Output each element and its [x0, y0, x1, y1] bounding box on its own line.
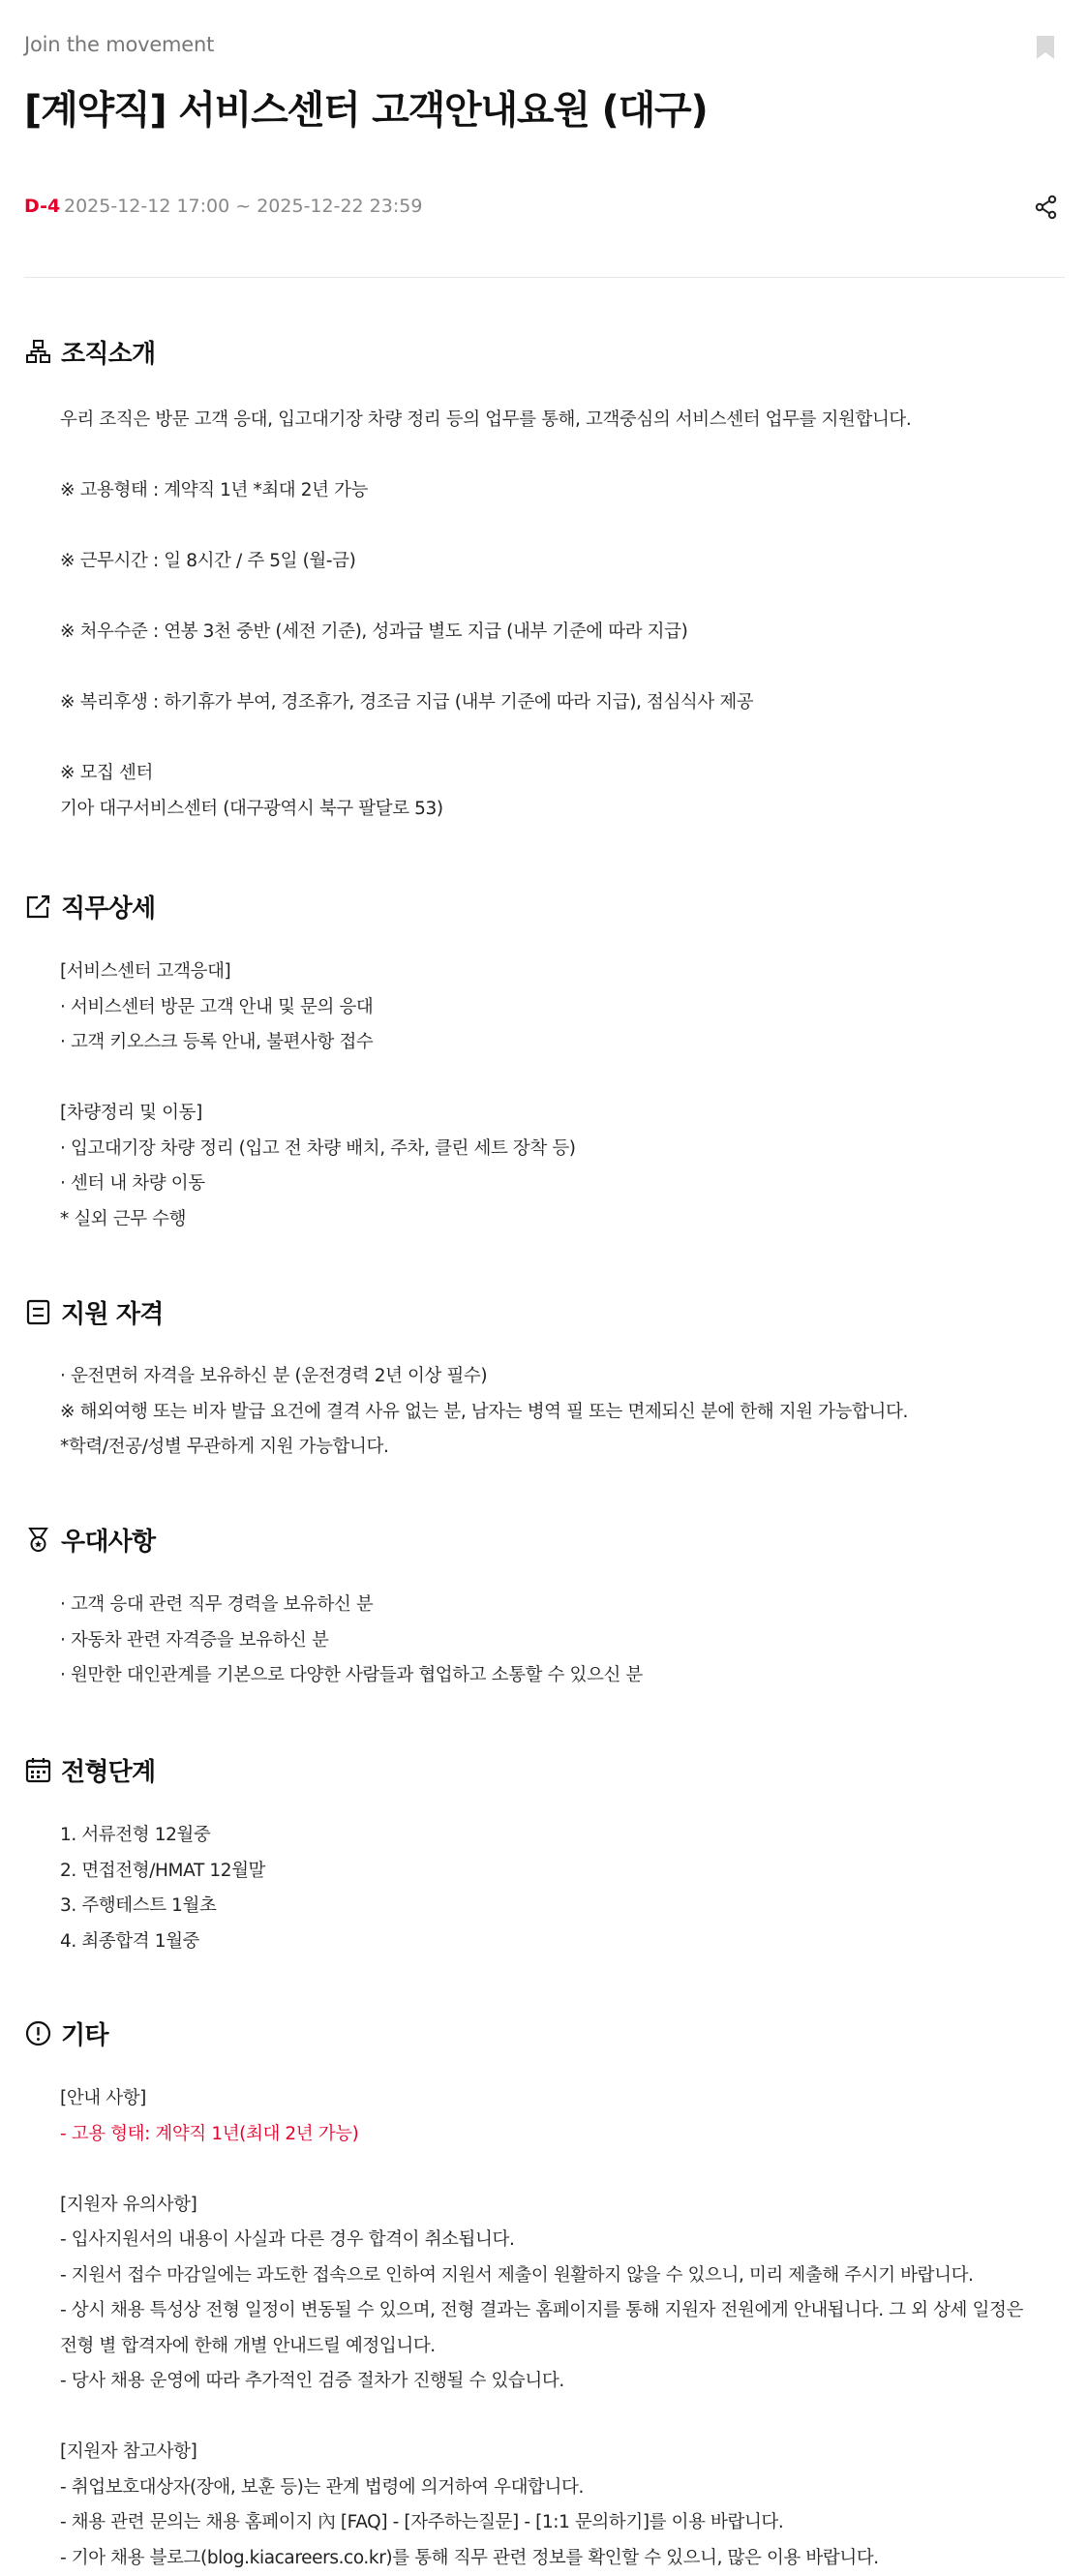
text-line: - 기아 채용 블로그(blog.kiacareers.co.kr)를 통해 직무 관련 정보를 확인할 수 있으니, 많은 이용 바랍니다. [60, 2541, 1072, 2576]
text-line: [안내 사항] [60, 2081, 1072, 2117]
section-etc-heading [25, 2017, 108, 2048]
section-etc-title: 기타 [61, 2015, 108, 2051]
text-line: · 원만한 대인관계를 기본으로 다양한 사람들과 협업하고 소통할 수 있으신 분 [60, 1658, 1072, 1694]
text-line: 2. 면접전형/HMAT 12월말 [60, 1854, 1072, 1890]
text-line: *학력/전공/성별 무관하게 지원 가능합니다. [60, 1430, 1072, 1466]
section-process-title: 전형단계 [61, 1752, 155, 1788]
text-line: · 서비스센터 방문 고객 안내 및 문의 응대 [60, 990, 1072, 1026]
share-icon[interactable] [1034, 195, 1059, 220]
section-process-heading [25, 1754, 155, 1785]
section-process-body [60, 1818, 1072, 1959]
info-circle-icon [25, 2020, 51, 2046]
header-divider [24, 277, 1065, 278]
spacer-line [60, 2152, 1072, 2188]
section-duty-body [60, 955, 1072, 1237]
section-pref-body [60, 1588, 1072, 1694]
section-etc-body [60, 2081, 1072, 2576]
section-pref-title: 우대사항 [61, 1522, 155, 1558]
spacer-line [60, 580, 1072, 616]
text-line: - 취업보호대상자(장애, 보훈 등)는 관계 법령에 의거하여 우대합니다. [60, 2470, 1072, 2506]
calendar-icon [25, 1757, 51, 1783]
section-duty-heading [25, 891, 155, 922]
text-line: - 지원서 접수 마감일에는 과도한 접속으로 인하여 지원서 제출이 원활하지 않을 수 있으니, 미리 제출해 주시기 바랍니다. [60, 2258, 1072, 2294]
spacer-line [60, 509, 1072, 545]
page-title: [계약직] 서비스센터 고객안내요원 (대구) [24, 79, 708, 135]
text-line: - 상시 채용 특성상 전형 일정이 변동될 수 있으며, 전형 결과는 홈페이지를 통해 지원자 전원에게 안내됩니다. 그 외 상세 일정은 [60, 2293, 1072, 2329]
spacer-line [60, 1061, 1072, 1097]
text-line: · 고객 응대 관련 직무 경력을 보유하신 분 [60, 1588, 1072, 1623]
text-line: [지원자 참고사항] [60, 2435, 1072, 2470]
text-line: ※ 처우수준 : 연봉 3천 중반 (세전 기준), 성과급 별도 지급 (내부 기준에 따라 지급) [60, 615, 1072, 651]
section-org-title: 조직소개 [61, 334, 155, 370]
edit-icon [25, 894, 51, 920]
text-line: 기아 대구서비스센터 (대구광역시 북구 팔달로 53) [60, 792, 1072, 828]
text-line: * 실외 근무 수행 [60, 1202, 1072, 1238]
spacer-line [60, 721, 1072, 757]
text-line: 3. 주행테스트 1월초 [60, 1889, 1072, 1924]
text-line: - 채용 관련 문의는 채용 홈페이지 內 [FAQ] - [자주하는질문] - [1:1 문의하기]를 이용 바랍니다. [60, 2505, 1072, 2541]
section-org-heading [25, 336, 155, 367]
text-line: [차량정리 및 이동] [60, 1096, 1072, 1132]
eyebrow-text: Join the movement [24, 33, 214, 56]
deadline-badge: D-4 [24, 196, 60, 217]
text-line: [서비스센터 고객응대] [60, 955, 1072, 990]
text-line: - 당사 채용 운영에 따라 추가적인 검증 절차가 진행될 수 있습니다. [60, 2364, 1072, 2400]
text-line: - 고용 형태: 계약직 1년(최대 2년 가능) [60, 2117, 1072, 2153]
spacer-line [60, 439, 1072, 474]
org-chart-icon [25, 339, 51, 365]
section-qual-body [60, 1359, 1072, 1466]
section-pref-heading [25, 1524, 155, 1555]
section-qual-heading [25, 1296, 164, 1327]
text-line: 전형 별 합격자에 한해 개별 안내드릴 예정입니다. [60, 2329, 1072, 2365]
bookmark-icon[interactable] [1036, 35, 1055, 60]
text-line: 우리 조직은 방문 고객 응대, 입고대기장 차량 정리 등의 업무를 통해, 고객중심의 서비스센터 업무를 지원합니다. [60, 403, 1072, 439]
text-line: 1. 서류전형 12월중 [60, 1818, 1072, 1854]
spacer-line [60, 651, 1072, 686]
section-qual-title: 지원 자격 [61, 1294, 164, 1330]
text-line: ※ 근무시간 : 일 8시간 / 주 5일 (월-금) [60, 544, 1072, 580]
spacer-line [60, 2400, 1072, 2436]
text-line: · 입고대기장 차량 정리 (입고 전 차량 배치, 주차, 클린 세트 장착 등) [60, 1132, 1072, 1167]
section-org-body [60, 403, 1072, 827]
text-line: · 센터 내 차량 이동 [60, 1167, 1072, 1202]
text-line: - 입사지원서의 내용이 사실과 다른 경우 합격이 취소됩니다. [60, 2223, 1072, 2258]
text-line: ※ 해외여행 또는 비자 발급 요건에 결격 사유 없는 분, 남자는 병역 필 또는 면제되신 분에 한해 지원 가능합니다. [60, 1395, 1072, 1431]
text-line: [지원자 유의사항] [60, 2188, 1072, 2224]
text-line: 4. 최종합격 1월중 [60, 1924, 1072, 1960]
text-line: ※ 모집 센터 [60, 756, 1072, 792]
text-line: · 자동차 관련 자격증을 보유하신 분 [60, 1623, 1072, 1659]
text-line: · 고객 키오스크 등록 안내, 불편사항 접수 [60, 1025, 1072, 1061]
text-line: ※ 복리후생 : 하기휴가 부여, 경조휴가, 경조금 지급 (내부 기준에 따라 지급), 점심식사 제공 [60, 685, 1072, 721]
application-period: 2025-12-12 17:00 ~ 2025-12-22 23:59 [64, 196, 422, 217]
medal-icon [25, 1527, 51, 1553]
document-icon [25, 1299, 51, 1325]
text-line: ※ 고용형태 : 계약직 1년 *최대 2년 가능 [60, 473, 1072, 509]
text-line: · 운전면허 자격을 보유하신 분 (운전경력 2년 이상 필수) [60, 1359, 1072, 1395]
section-duty-title: 직무상세 [61, 889, 155, 924]
